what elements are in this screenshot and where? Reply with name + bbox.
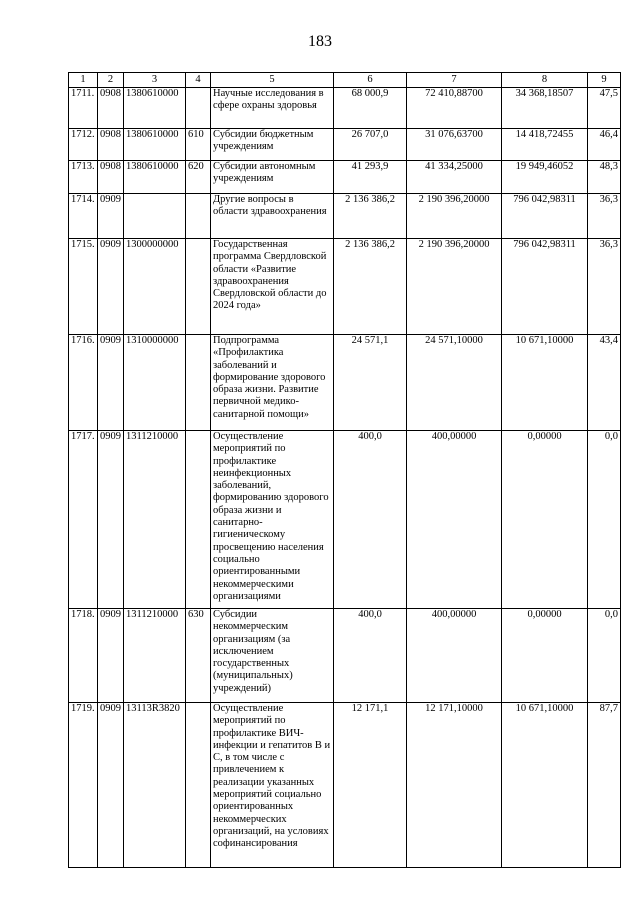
- table-row: [69, 703, 621, 868]
- target-article-code: 1380610000: [124, 88, 186, 129]
- row-number: 1712.: [69, 129, 98, 161]
- planned-amount: 41 293,9: [334, 161, 407, 194]
- column-header: 2: [98, 73, 124, 88]
- expense-type-code: [186, 194, 211, 239]
- executed-amount: 14 418,72455: [502, 129, 588, 161]
- approved-amount: 400,00000: [407, 431, 502, 609]
- approved-amount: 2 190 396,20000: [407, 194, 502, 239]
- executed-amount: 796 042,98311: [502, 194, 588, 239]
- target-article-code: 1380610000: [124, 129, 186, 161]
- row-number: 1718.: [69, 609, 98, 703]
- expense-type-code: 630: [186, 609, 211, 703]
- table-row: [69, 161, 621, 194]
- item-name: Государственная программа Свердловской области «Развитие здравоохранения Свердловской области до 2024 года»: [211, 239, 334, 335]
- execution-percent: 48,3: [588, 161, 621, 194]
- table-row: [69, 609, 621, 703]
- section-code: 0909: [98, 703, 124, 868]
- section-code: 0909: [98, 335, 124, 431]
- section-code: 0908: [98, 88, 124, 129]
- execution-percent: 36,3: [588, 239, 621, 335]
- column-header: 9: [588, 73, 621, 88]
- item-name: Подпрограмма «Профилактика заболеваний и формирование здорового образа жизни. Развитие первичной медико-санитарной помощи»: [211, 335, 334, 431]
- row-number: 1715.: [69, 239, 98, 335]
- table-row: [69, 194, 621, 239]
- target-article-code: 1380610000: [124, 161, 186, 194]
- target-article-code: 1311210000: [124, 609, 186, 703]
- item-name: Научные исследования в сфере охраны здоровья: [211, 88, 334, 129]
- item-name: Осуществление мероприятий по профилактике ВИЧ-инфекции и гепатитов В и С, в том числе с привлечением к реализации указанных мероприятий социально ориентированных некоммерческих организаций, на условиях софинансирования: [211, 703, 334, 868]
- executed-amount: 0,00000: [502, 431, 588, 609]
- row-number: 1719.: [69, 703, 98, 868]
- target-article-code: [124, 194, 186, 239]
- expense-type-code: [186, 431, 211, 609]
- section-code: 0909: [98, 194, 124, 239]
- item-name: Субсидии некоммерческим организациям (за исключением государственных (муниципальных) учреждений): [211, 609, 334, 703]
- approved-amount: 41 334,25000: [407, 161, 502, 194]
- planned-amount: 400,0: [334, 431, 407, 609]
- column-header: 5: [211, 73, 334, 88]
- section-code: 0909: [98, 431, 124, 609]
- item-name: Субсидии автономным учреждениям: [211, 161, 334, 194]
- target-article-code: 13113R3820: [124, 703, 186, 868]
- expense-type-code: [186, 335, 211, 431]
- table-row: [69, 88, 621, 129]
- approved-amount: 31 076,63700: [407, 129, 502, 161]
- target-article-code: 1310000000: [124, 335, 186, 431]
- section-code: 0908: [98, 129, 124, 161]
- row-number: 1714.: [69, 194, 98, 239]
- planned-amount: 24 571,1: [334, 335, 407, 431]
- row-number: 1713.: [69, 161, 98, 194]
- executed-amount: 10 671,10000: [502, 335, 588, 431]
- executed-amount: 0,00000: [502, 609, 588, 703]
- section-code: 0909: [98, 609, 124, 703]
- target-article-code: 1300000000: [124, 239, 186, 335]
- planned-amount: 68 000,9: [334, 88, 407, 129]
- planned-amount: 12 171,1: [334, 703, 407, 868]
- executed-amount: 19 949,46052: [502, 161, 588, 194]
- approved-amount: 400,00000: [407, 609, 502, 703]
- execution-percent: 46,4: [588, 129, 621, 161]
- expense-type-code: 610: [186, 129, 211, 161]
- expense-type-code: [186, 239, 211, 335]
- execution-percent: 47,5: [588, 88, 621, 129]
- planned-amount: 400,0: [334, 609, 407, 703]
- row-number: 1717.: [69, 431, 98, 609]
- expense-type-code: [186, 703, 211, 868]
- column-header: 8: [502, 73, 588, 88]
- table-row: [69, 431, 621, 609]
- execution-percent: 0,0: [588, 431, 621, 609]
- executed-amount: 796 042,98311: [502, 239, 588, 335]
- row-number: 1711.: [69, 88, 98, 129]
- planned-amount: 26 707,0: [334, 129, 407, 161]
- page-number: 183: [308, 33, 332, 50]
- section-code: 0909: [98, 239, 124, 335]
- execution-percent: 87,7: [588, 703, 621, 868]
- execution-percent: 43,4: [588, 335, 621, 431]
- approved-amount: 72 410,88700: [407, 88, 502, 129]
- target-article-code: 1311210000: [124, 431, 186, 609]
- column-header: 7: [407, 73, 502, 88]
- table-row: [69, 129, 621, 161]
- column-header: 4: [186, 73, 211, 88]
- expense-type-code: [186, 88, 211, 129]
- table-header-row: [69, 73, 621, 88]
- item-name: Другие вопросы в области здравоохранения: [211, 194, 334, 239]
- approved-amount: 2 190 396,20000: [407, 239, 502, 335]
- column-header: 6: [334, 73, 407, 88]
- execution-percent: 36,3: [588, 194, 621, 239]
- item-name: Осуществление мероприятий по профилактике неинфекционных заболеваний, формированию здорового образа жизни и санитарно-гигиеническому просвещению населения социально ориентированными некоммерческими организациями: [211, 431, 334, 609]
- column-header: 1: [69, 73, 98, 88]
- planned-amount: 2 136 386,2: [334, 239, 407, 335]
- row-number: 1716.: [69, 335, 98, 431]
- budget-table: [68, 72, 621, 868]
- executed-amount: 34 368,18507: [502, 88, 588, 129]
- table-row: [69, 239, 621, 335]
- table-row: [69, 335, 621, 431]
- item-name: Субсидии бюджетным учреждениям: [211, 129, 334, 161]
- section-code: 0908: [98, 161, 124, 194]
- execution-percent: 0,0: [588, 609, 621, 703]
- executed-amount: 10 671,10000: [502, 703, 588, 868]
- approved-amount: 24 571,10000: [407, 335, 502, 431]
- planned-amount: 2 136 386,2: [334, 194, 407, 239]
- column-header: 3: [124, 73, 186, 88]
- approved-amount: 12 171,10000: [407, 703, 502, 868]
- expense-type-code: 620: [186, 161, 211, 194]
